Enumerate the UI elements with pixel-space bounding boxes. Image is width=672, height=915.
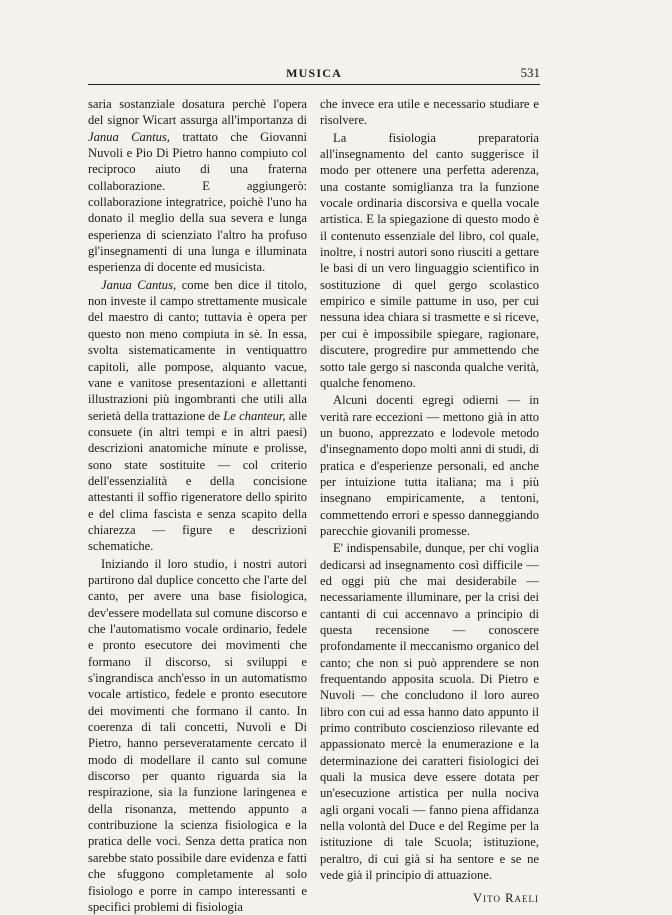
paragraph: saria sostanziale dosatura perchè l'opera del signor Wicart assurga all'importanza di Janua Cantus, trattato che Giovanni Nuvoli e Pio Di Pietro hanno compiuto col reciproco aiuto di una fraterna collaborazione. E aggiungerò: collaborazione integratrice, poichè l'uno ha donato il meglio della sua severa e lunga esperienza di scienziato l'altro ha profuso gl'insegnamenti di una lunga e illuminata esperienza di docente ed musicista. <box>88 97 308 275</box>
book-title: Janua Cantus, <box>88 129 170 144</box>
paragraph: E' indispensabile, dunque, per chi voglia dedicarsi ad insegnamento così difficile — ed oggi più che mai desiderabile — necessariamente illuminare, per la crisi dei cantanti di cui accennavo a principio di questa recensione — conoscere profondamente il meccanismo organico del canto; che non si può apprendere se non frequentando apposita scuola. Di Pietro e Nuvoli — che concludono il loro aureo libro con cui ad essa hanno dato appunto il primo contributo coscienzioso rilevante ed appassionato mercè la enumerazione e la determinazione dei caratteri fisiologici dei quali la musica deve essere dotata per un'esecuzione artistica per nulla nociva agli organi vocali — fanno piena affidanza nella volontà del Duce e del Regime per la istituzione di tale Scuola; istituzione, peraltro, di cui già si ha sentore e se ne vede già il principio di attuazione. <box>320 541 539 883</box>
page-number: 531 <box>520 65 540 80</box>
book-title: Janua Cantus, <box>101 277 177 292</box>
paragraph: Alcuni docenti egregi odierni — in verità rare eccezioni — mettono già in atto un buono, apprezzato e lodevole metodo d'insegnamento dopo molti anni di studi, di pratica e d'esperienze personali, ed anche per intuizione tutta italiana; ma i più insegnano empiricamente, a tentoni, commettendo errori e spesso danneggiando parecchie giovanili promesse. <box>320 393 539 538</box>
paragraph: Iniziando il loro studio, i nostri autori partirono dal duplice concetto che l'arte del canto, per avere una base fisiologica, dev'essere modellata sul comune discorso e che l'automatismo vocale ordinario, fedele e pronto esecutore dei movimenti che formano il discorso, si sviluppi e s'ingrandisca anch'esso in un automatismo vocale artistico, fedele e pronto esecutore dei movimenti che formano il canto. In coerenza di tali concetti, Nuvoli e Di Pietro, hanno perseveratamente cercato il modo di modellare il canto sul comune discorso per quanto riguarda sia la respirazione, sia la funzione laringenea e della risonanza, mettendo appunto a contribuzione la scienza fisiologica e la pratica delle voci. Senza detta pratica non sarebbe stato possibile dare evidenza e fatti che sfuggono completamente al solo fisiologo e porre in campo interessanti e specifici problemi di fisiologia <box>88 556 307 914</box>
page-header <box>88 64 540 85</box>
right-column <box>320 96 539 906</box>
left-column <box>88 96 307 915</box>
paragraph: che invece era utile e necessario studiare e risolvere. <box>320 97 539 128</box>
author-signature: Vito Raeli <box>473 890 539 905</box>
paragraph: La fisiologia preparatoria all'insegnamento del canto suggerisce il modo per ottenere una perfetta aderenza, una costante somiglianza tra la funzione vocale ordinaria discorsiva e quella vocale artistica. E la spiegazione di questo modo è il contenuto essenziale del libro, col quale, inoltre, i nostri autori sono riusciti a gettare le basi di un vero linguaggio scientifico in sostituzione di quel gergo scolastico empirico e simile pattume in uso, per cui nessuna idea chiara si trasmette e si riceve, per cui è impossibile spiegare, ragionare, discutere, progredire pur ammettendo che sotto tale gergo si nasconda qualche verità, qualche fenomeno. <box>320 130 539 390</box>
paragraph: Janua Cantus, come ben dice il titolo, non investe il campo strettamente musicale del maestro di canto; tuttavia è opera per questo non meno compiuta in sè. In essa, svolta sistematicamente in ventiquattro capitoli, alle pompose, alquanto vacue, vane e vanitose presentazioni e allettanti illustrazioni più ingombranti che utili alla serietà della trattazione de Le chanteur, alle consuete (in altri tempi e in altri paesi) descrizioni anatomiche minute e prolisse, sono state sostituite — col criterio dell'essenzialità e della concisione attestanti il soffio rigeneratore dello spirito e del clima fascista e senza scapito della chiarezza — figure e descrizioni schematiche. <box>88 277 308 554</box>
running-title: MUSICA <box>286 66 342 80</box>
book-title: Le chanteur, <box>223 408 286 423</box>
